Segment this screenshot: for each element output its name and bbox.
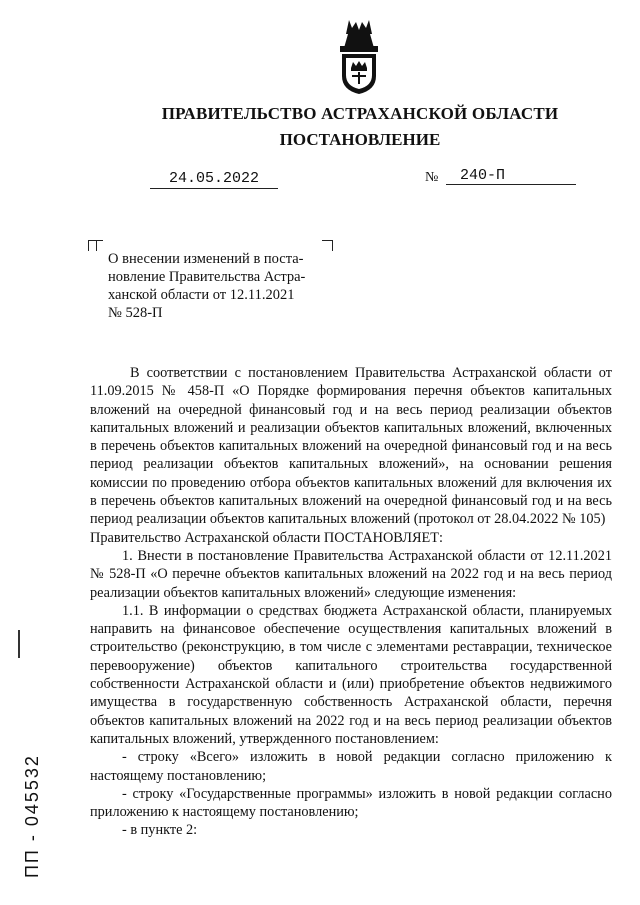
document-number: 240-П (446, 167, 576, 185)
document-date: 24.05.2022 (150, 170, 278, 189)
document-type: ПОСТАНОВЛЕНИЕ (279, 130, 441, 149)
serial-number-block (2, 728, 42, 888)
subject-line: № 528-П (108, 305, 163, 321)
item-1-paragraph: 1. Внести в постановление Правительства Астраханской области от 12.11.2021 № 528-П «О перечне объектов капитальных вложений на 2022 год и на весь период реализации объектов капитальных вложений» следующие изменения: (90, 547, 612, 601)
government-title: ПРАВИТЕЛЬСТВО АСТРАХАНСКОЙ ОБЛАСТИ (161, 104, 559, 123)
subject-line: ханской области от 12.11.2021 (108, 287, 295, 303)
serial-number: ПП - 045532 (22, 754, 42, 878)
document-subject (108, 250, 330, 322)
subject-line: новление Правительства Астра- (108, 269, 306, 285)
bullet-paragraph: - в пункте 2: (122, 822, 198, 839)
decree-paragraph: Правительство Астраханской области ПОСТАНОВЛЯЕТ: (90, 529, 443, 546)
bullet-paragraph: - строку «Всего» изложить в новой редакции согласно приложению к настоящему постановлению; (90, 749, 612, 784)
preamble-paragraph: В соответствии с постановлением Правительства Астраханской области от 11.09.2015 № 458-П «О Порядке формирования перечня объектов капитальных вложений на очередной финансовый год и на весь период реализации объектов капитальных вложений и реализации объектов капитальных вложений, включенных в перечень объектов капитальных вложений на очередной финансовый год и на весь период реализации объектов капитальных вложений», на основании решения комиссии по проведению отбора объектов капитальных вложений для включения их в перечень объектов капитальных вложений на очередной финансовый год и на весь период реализации объектов капитальных вложений (протокол от 28.04.2022 № 105) (90, 365, 612, 528)
coat-of-arms-icon (332, 18, 386, 96)
document-body (90, 364, 612, 840)
bullet-paragraph: - строку «Государственные программы» изложить в новой редакции согласно приложению к настоящему постановлению; (90, 785, 612, 821)
item-1-1-paragraph: 1.1. В информации о средствах бюджета Астраханской области, планируемых направить на финансовое обеспечение осуществления капитальных вложений в строительство (реконструкцию, в том числе с элементами реставрации, техническое перевооружение) объектов капитального строительства государственной собственности Астраханской области и (или) приобретение объектов недвижимого имущества в государственную собственность Астраханской области, перечня объектов капитальных вложений на 2022 год и на весь период реализации объектов капитальных вложений, утвержденного постановлением: (90, 602, 612, 747)
number-sign: № (425, 170, 439, 185)
subject-line: О внесении изменений в поста- (108, 251, 304, 267)
subject-corner-top-left-inner (96, 240, 103, 251)
margin-mark (18, 630, 20, 658)
